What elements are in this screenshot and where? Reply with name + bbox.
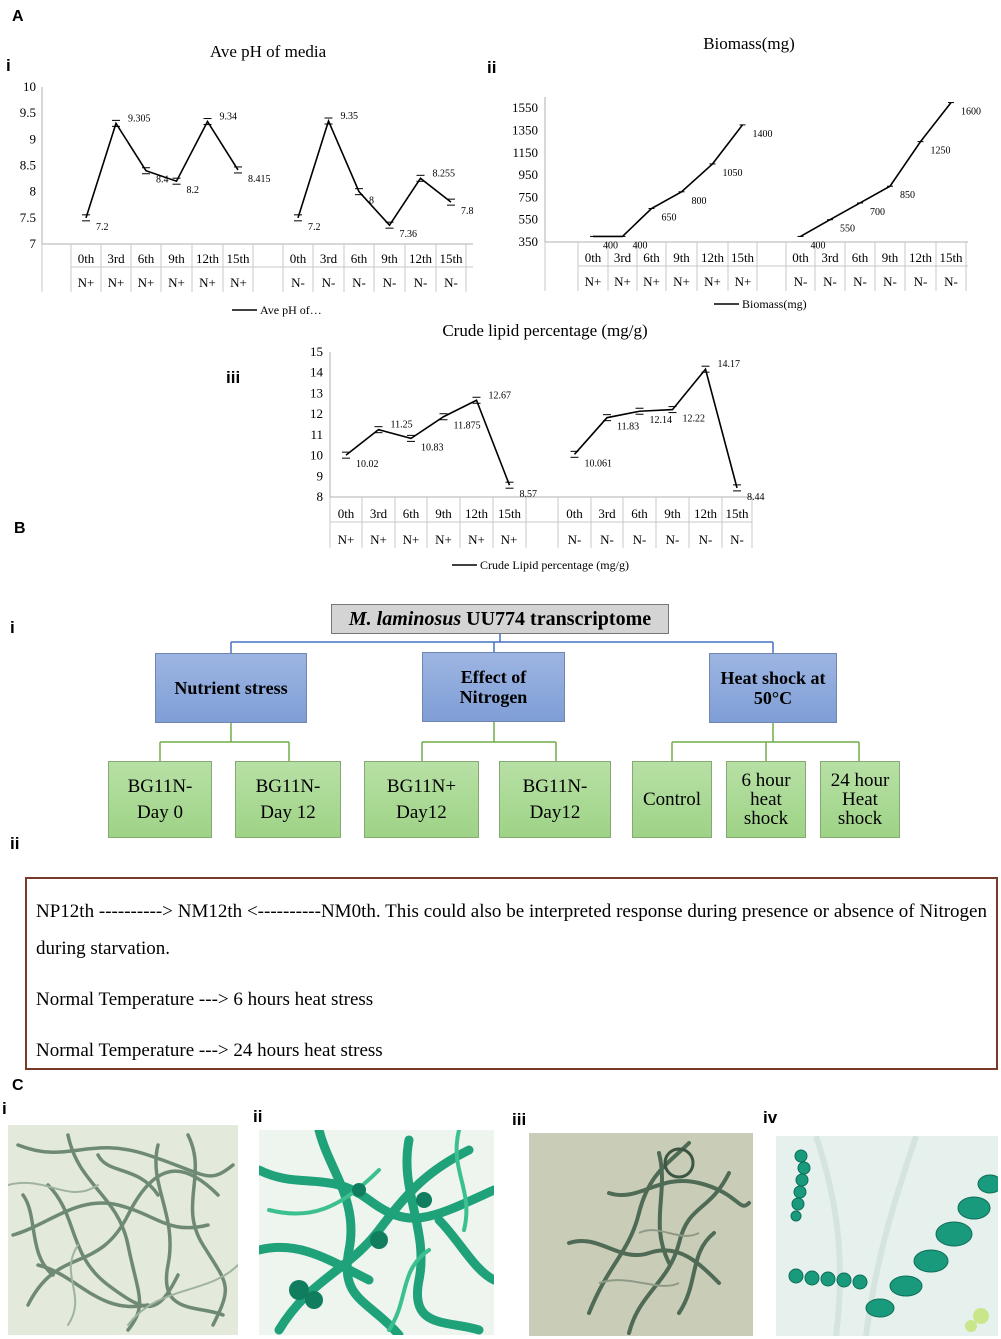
chart3-title: Crude lipid percentage (mg/g): [442, 321, 648, 340]
box-6-hour-heat-shock: [726, 761, 806, 838]
chart1-ytick-label: 9: [29, 131, 36, 147]
chart1-day-label: 15th: [439, 251, 463, 266]
chart2-data-label: 700: [870, 206, 885, 218]
chart2-ytick-label: 350: [518, 234, 538, 249]
diagram-title-species: M. laminosus: [348, 607, 462, 630]
chart1-data-label: 8.415: [248, 173, 271, 185]
chart1-group-label: N-: [413, 275, 428, 290]
chart3-data-label: 11.875: [453, 420, 481, 432]
chart3-group-label: N+: [402, 532, 420, 547]
chart3-series-nminus-line: [575, 369, 738, 488]
chart1-group-label: N+: [77, 275, 95, 290]
chart2-group-label: N-: [883, 274, 897, 289]
chart2-data-label: 650: [661, 212, 677, 224]
chart1-group-label: N-: [291, 275, 305, 290]
box-bg11n-day12: [235, 761, 341, 838]
chart2-day-label: 9th: [881, 250, 899, 265]
box-bg11nplus-day12: [364, 761, 479, 838]
chart3-data-label: 11.83: [617, 421, 640, 433]
chart2-data-label: 550: [840, 223, 855, 235]
chart2-ytick-label: 550: [518, 211, 538, 227]
chart2-ytick-label: 1550: [512, 100, 538, 116]
chart2-data-label: 400: [810, 240, 826, 252]
chart3-day-label: 12th: [464, 506, 489, 521]
chart2-group-label: N-: [823, 274, 837, 289]
chart2-data-label: 800: [691, 195, 707, 207]
chart3-ytick-label: 14: [310, 364, 323, 380]
box-bg11n-day12-label: BG11N- Day 12: [255, 775, 321, 823]
box-nutrient-stress-label: Nutrient stress: [174, 678, 288, 698]
chart1-day-label: 12th: [195, 251, 220, 266]
chart1-group-label: N+: [137, 275, 155, 290]
chart1-data-label: 8: [369, 195, 374, 207]
chart2-day-label: 3rd: [613, 250, 632, 265]
chart1-data-label: 9.35: [340, 111, 358, 123]
chart3-group-label: N+: [370, 532, 387, 547]
chart2-data-label: 850: [900, 190, 915, 202]
chart3-group-label: N+: [337, 532, 355, 547]
chart3-group-label: N+: [435, 532, 452, 547]
chart3-ytick-label: 10: [310, 447, 323, 463]
box-control-label: Control: [642, 788, 702, 810]
chart2-group-label: N-: [913, 274, 928, 289]
interpretation-line-3: Normal Temperature ---> 24 hours heat stress: [36, 1040, 383, 1061]
chart3-data-label: 12.67: [488, 390, 511, 402]
box-effect-of-nitrogen: [422, 652, 565, 722]
chart2-group-label: N-: [793, 274, 808, 289]
chart3-day-label: 3rd: [598, 506, 616, 521]
chart2-group-label: N+: [584, 274, 602, 289]
chart3-day-label: 6th: [631, 506, 648, 521]
chart2-day-label: 9th: [673, 250, 690, 265]
chart3-group-label: N-: [567, 532, 582, 547]
chart2-data-label: 1600: [961, 106, 981, 118]
chart1-ytick-label: 9.5: [19, 105, 36, 121]
chart2-ytick-label: 750: [518, 189, 538, 205]
chart1-group-label: N+: [168, 275, 185, 290]
box-bg11n-day0-label: BG11N- Day 0: [127, 775, 193, 823]
box-control: [632, 761, 712, 838]
box-bg11nminus-day12-label: BG11N- Day12: [522, 775, 588, 823]
chart3-data-label: 8.57: [519, 489, 537, 501]
chart3-day-label: 3rd: [369, 506, 388, 521]
chart3-legend-label: Crude Lipid percentage (mg/g): [480, 558, 629, 572]
sub-label-c-ii: ii: [253, 1107, 263, 1126]
chart2-data-label: 1250: [930, 145, 951, 157]
chart2-group-label: N+: [673, 274, 690, 289]
chart2-title: Biomass(mg): [703, 34, 795, 53]
chart3-day-label: 15th: [497, 506, 522, 521]
sub-label-b-i: i: [10, 618, 15, 637]
chart2-day-label: 0th: [792, 250, 809, 265]
chart1-ytick-label: 7.5: [19, 209, 36, 225]
chart2-group-label: N+: [614, 274, 631, 289]
diagram-title-rest: UU774 transcriptome: [461, 607, 652, 630]
chart1-day-label: 12th: [408, 251, 433, 266]
chart3-group-label: N+: [500, 532, 518, 547]
chart3-ytick-label: 11: [310, 426, 323, 442]
box-nutrient-stress: [155, 653, 307, 723]
chart2-group-label: N+: [734, 274, 752, 289]
sub-label-b-ii: ii: [10, 834, 20, 853]
chart1-data-label: 8.4: [156, 174, 169, 186]
panel-letter-a: A: [12, 8, 24, 25]
chart2-day-label: 12th: [908, 250, 933, 265]
chart1-group-label: N+: [230, 275, 247, 290]
chart3-ytick-label: 13: [310, 385, 323, 401]
box-bg11nminus-day12: [499, 761, 611, 838]
chart3-group-label: N-: [698, 532, 713, 547]
chart1-day-label: 3rd: [319, 251, 338, 266]
chart2-data-label: 400: [603, 240, 618, 252]
chart1-group-label: N-: [382, 275, 397, 290]
sub-label-c-i: i: [2, 1099, 7, 1118]
box-heat-shock-label: Heat shock at 50°C: [720, 668, 826, 708]
diagram-title-box: [331, 604, 669, 634]
chart1-data-label: 7.36: [399, 229, 417, 241]
charts-panel-a: [0, 0, 1001, 590]
chart3-data-label: 11.25: [390, 419, 413, 431]
interpretation-text-box: [25, 877, 998, 1070]
chart3-ytick-label: 9: [316, 468, 323, 484]
chart3-data-label: 10.83: [421, 442, 444, 454]
chart2-day-label: 15th: [730, 250, 755, 265]
chart3-group-label: N-: [632, 532, 647, 547]
chart1-group-label: N-: [444, 275, 458, 290]
chart3-group-label: N-: [600, 532, 614, 547]
chart3-data-label: 10.061: [584, 458, 612, 470]
sub-label-c-iii: iii: [512, 1110, 527, 1129]
box-bg11n-day0: [108, 761, 212, 838]
chart3-group-label: N-: [665, 532, 680, 547]
chart1-ytick-label: 8: [29, 183, 36, 199]
chart1-title: Ave pH of media: [209, 42, 327, 61]
chart3-day-label: 9th: [435, 506, 452, 521]
chart1-data-label: 7.8: [461, 206, 474, 218]
chart3-ytick-label: 8: [316, 489, 323, 504]
chart1-group-label: N+: [199, 275, 216, 290]
sub-label-a-iii: iii: [226, 368, 241, 387]
micrograph-iv: [776, 1136, 998, 1336]
chart1-data-label: 9.34: [219, 111, 237, 123]
sub-label-a-i: i: [6, 56, 11, 75]
chart2-group-label: N+: [643, 274, 660, 289]
box-heat-shock: [709, 653, 837, 723]
micrograph-iii: [529, 1133, 753, 1336]
chart1-day-label: 0th: [289, 251, 307, 266]
box-bg11nplus-day12-label: BG11N+ Day12: [386, 775, 457, 823]
chart1-ytick-label: 8.5: [19, 157, 36, 173]
chart2-legend-label: Biomass(mg): [742, 297, 807, 311]
box-6-hour-heat-shock-label: 6 hour heat shock: [741, 770, 791, 829]
chart3-day-label: 0th: [337, 506, 355, 521]
chart3-data-label: 12.22: [682, 413, 705, 425]
chart1-group-label: N-: [352, 275, 366, 290]
chart1-group-label: N-: [321, 275, 336, 290]
sub-label-a-ii: ii: [487, 58, 497, 77]
chart3-data-label: 10.02: [356, 459, 379, 471]
chart2-day-label: 6th: [643, 250, 660, 265]
chart2-day-label: 3rd: [821, 250, 839, 265]
panel-letter-c: C: [12, 1077, 24, 1094]
chart1-ytick-label: 10: [23, 79, 36, 94]
chart2-data-label: 400: [632, 240, 648, 252]
chart3-data-label: 8.44: [747, 491, 765, 503]
chart1-data-label: 8.255: [432, 168, 455, 180]
chart2-day-label: 15th: [939, 250, 963, 265]
chart1-data-label: 7.2: [308, 221, 321, 233]
chart2-day-label: 12th: [700, 250, 725, 265]
chart1-day-label: 0th: [77, 251, 95, 266]
chart3-day-label: 9th: [664, 506, 681, 521]
chart1-legend-label: Ave pH of…: [260, 303, 322, 317]
chart2-data-label: 1400: [752, 128, 773, 140]
chart3-data-label: 14.17: [717, 359, 740, 371]
sub-label-c-iv: iv: [763, 1108, 778, 1127]
chart1-ytick-label: 7: [29, 236, 36, 251]
panel-letter-b: B: [14, 520, 26, 537]
chart1-day-label: 3rd: [107, 251, 125, 266]
chart1-data-label: 7.2: [96, 221, 109, 233]
chart3-group-label: N-: [730, 532, 744, 547]
chart3-ytick-label: 12: [310, 406, 323, 422]
chart1-day-label: 6th: [137, 251, 155, 266]
chart1-data-label: 9.305: [128, 113, 151, 125]
chart2-ytick-label: 1350: [512, 122, 538, 138]
chart2-ytick-label: 1150: [512, 144, 538, 160]
chart2-group-label: N-: [944, 274, 958, 289]
chart1-series-nplus-line: [86, 122, 238, 218]
chart3-data-label: 12.14: [649, 415, 672, 427]
box-24-hour-heat-shock: [820, 761, 900, 838]
micrograph-i: [8, 1125, 238, 1335]
chart2-group-label: N-: [853, 274, 867, 289]
chart1-day-label: 9th: [168, 251, 185, 266]
chart3-day-label: 12th: [693, 506, 718, 521]
chart1-group-label: N+: [107, 275, 125, 290]
chart3-day-label: 15th: [725, 506, 749, 521]
chart2-group-label: N+: [704, 274, 721, 289]
interpretation-line-2: Normal Temperature ---> 6 hours heat stress: [36, 989, 374, 1010]
chart2-day-label: 0th: [584, 250, 602, 265]
chart1-series-nminus-line: [298, 121, 451, 225]
chart3-group-label: N+: [468, 532, 485, 547]
chart3-day-label: 0th: [566, 506, 583, 521]
chart1-data-label: 8.2: [186, 185, 199, 197]
micrograph-ii: [259, 1130, 494, 1335]
chart1-day-label: 6th: [350, 251, 368, 266]
box-effect-of-nitrogen-label: Effect of Nitrogen: [459, 667, 528, 707]
chart3-day-label: 6th: [402, 506, 420, 521]
chart1-day-label: 15th: [226, 251, 250, 266]
chart2-day-label: 6th: [851, 250, 869, 265]
interpretation-line-1: NP12th ----------> NM12th <----------NM0th. This could also be interpreted response during presence or absence of Nitrogen during starvation.: [36, 901, 987, 959]
chart2-data-label: 1050: [722, 167, 743, 179]
chart1-day-label: 9th: [381, 251, 398, 266]
chart2-ytick-label: 950: [518, 167, 538, 183]
box-24-hour-heat-shock-label: 24 hour Heat shock: [830, 770, 890, 829]
chart3-ytick-label: 15: [310, 344, 323, 359]
